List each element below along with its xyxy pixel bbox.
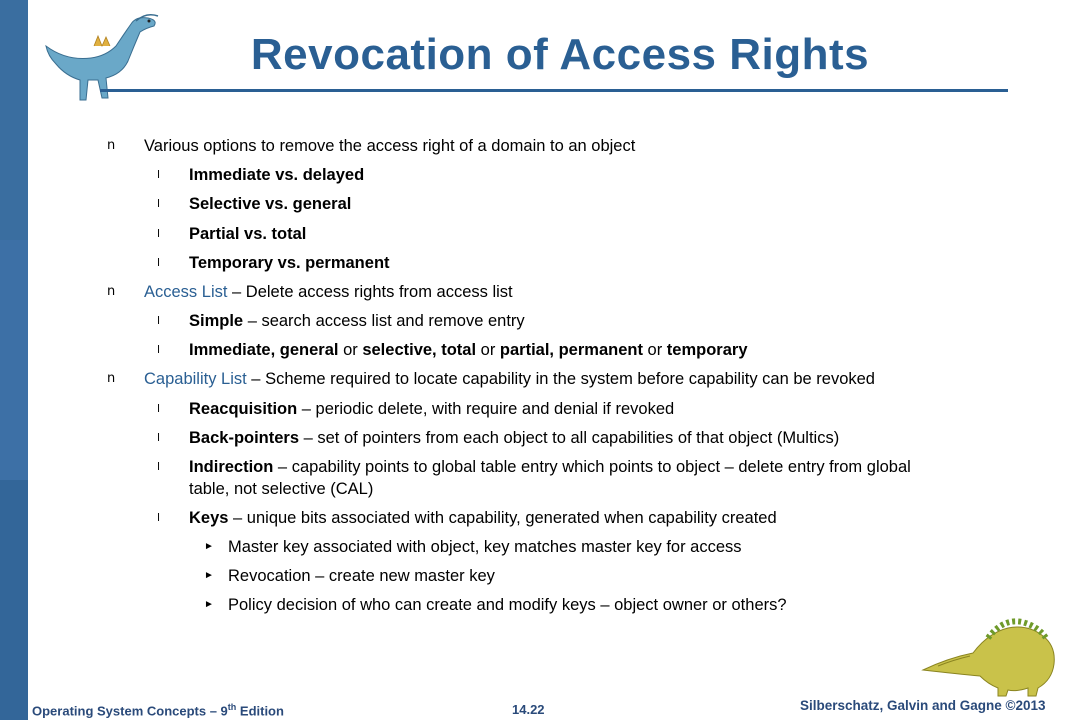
sub-bullet-text: Selective vs. general (189, 195, 352, 213)
page-title: Revocation of Access Rights (250, 30, 870, 79)
term-capability-list: Capability List (144, 370, 247, 388)
term: selective, total (362, 341, 477, 359)
arrow-marker: ► (204, 570, 214, 581)
footer-text: Edition (236, 703, 284, 719)
sub-sub-bullet-text: Revocation – create new master key (228, 567, 495, 585)
footer-text: Operating System Concepts – 9 (32, 703, 228, 719)
sub-bullet-marker: l (157, 511, 161, 524)
term: Indirection (189, 458, 274, 476)
footer-authors: Silberschatz, Galvin and Gagne ©2013 (800, 698, 1046, 713)
footer-superscript: th (227, 702, 237, 712)
arrow-marker: ► (204, 599, 214, 610)
sub-bullet-text (189, 507, 777, 529)
sub-sub-bullet-text: Policy decision of who can create and modify keys – object owner or others? (228, 596, 787, 614)
connector: or (338, 341, 363, 359)
sub-bullet-marker: l (157, 168, 161, 181)
sub-bullet-text: Partial vs. total (189, 225, 307, 243)
term: temporary (666, 341, 748, 359)
sub-bullet-marker: l (157, 431, 161, 444)
page-number: 14.22 (512, 702, 545, 717)
sub-bullet-marker: l (157, 343, 161, 356)
connector: or (642, 341, 667, 359)
sub-bullet-text (189, 427, 839, 449)
bullet-marker: n (107, 371, 116, 386)
sub-bullet-continuation: table, not selective (CAL) (189, 480, 374, 498)
term: Reacquisition (189, 400, 298, 418)
connector: or (476, 341, 500, 359)
sub-bullet-text: Temporary vs. permanent (189, 254, 390, 272)
term-desc: – set of pointers from each object to all capabilities of that object (Multics) (299, 429, 840, 447)
sub-bullet-text (189, 398, 674, 420)
sub-bullet-marker: l (157, 460, 161, 473)
term-desc: – unique bits associated with capability, generated when capability created (228, 509, 777, 527)
bullet-text (144, 281, 513, 303)
term: Immediate, general (189, 341, 339, 359)
sub-bullet-text (189, 456, 911, 478)
sub-bullet-marker: l (157, 402, 161, 415)
sub-bullet-marker: l (157, 227, 161, 240)
sub-bullet-marker: l (157, 314, 161, 327)
term-access-list: Access List (144, 283, 228, 301)
sub-bullet-marker: l (157, 256, 161, 269)
arrow-marker: ► (204, 541, 214, 552)
term: Back-pointers (189, 429, 300, 447)
term-desc: – search access list and remove entry (243, 312, 525, 330)
sub-bullet-text (189, 339, 748, 361)
bullet-text: Various options to remove the access right of a domain to an object (144, 137, 636, 155)
term-desc: – Scheme required to locate capability in the system before capability can be revoked (246, 370, 875, 388)
bullet-text (144, 368, 875, 390)
term-desc: – periodic delete, with require and denial if revoked (297, 400, 675, 418)
sub-bullet-marker: l (157, 197, 161, 210)
bullet-marker: n (107, 284, 116, 299)
term-desc: – capability points to global table entry which points to object – delete entry from global (273, 458, 911, 476)
sub-sub-bullet-text: Master key associated with object, key matches master key for access (228, 538, 742, 556)
bullet-marker: n (107, 138, 116, 153)
term-desc: – Delete access rights from access list (227, 283, 513, 301)
sub-bullet-text (189, 310, 525, 332)
dinosaur-icon (918, 598, 1068, 698)
term: partial, permanent (499, 341, 643, 359)
term: Simple (189, 312, 244, 330)
term: Keys (189, 509, 229, 527)
footer-book-title (32, 702, 284, 718)
sub-bullet-text: Immediate vs. delayed (189, 166, 365, 184)
